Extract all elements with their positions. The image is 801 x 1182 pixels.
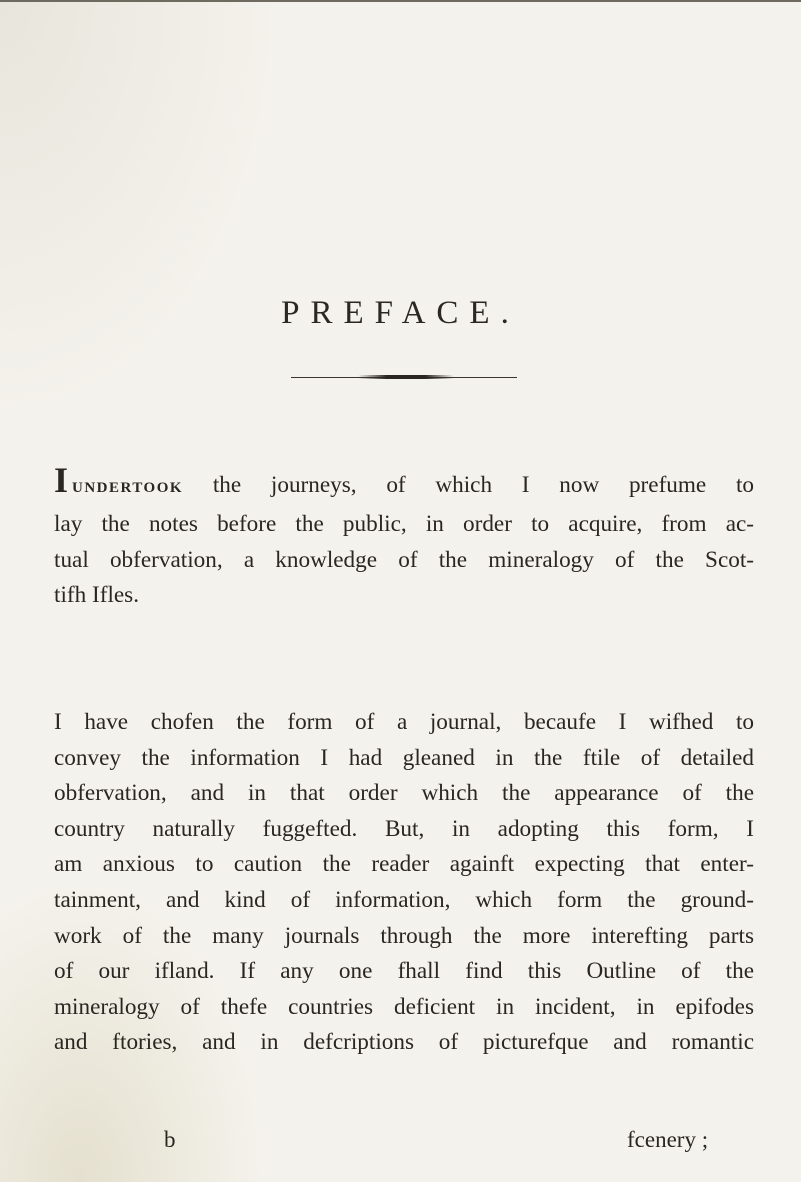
paragraph-2-line-8: of our ifland. If any one fhall find this Outline of the (54, 958, 754, 985)
paragraph-2-line-4: country naturally fuggefted. But, in adopting this form, I (54, 815, 754, 842)
paragraph-2-line-9: mineralogy of thefe countries deficient in incident, in epifodes (54, 993, 754, 1020)
line-text: the journeys, of which I now prefume to (212, 472, 755, 498)
paragraph-2-line-1: I have chofen the form of a journal, becaufe I wifhed to (54, 709, 754, 735)
signature-mark: b (164, 1127, 176, 1152)
paragraph-1-line-3: tual obfervation, a knowledge of the mineralogy of the Scot- (54, 546, 754, 573)
paragraph-1-line-1 (54, 462, 754, 507)
paragraph-2-line-2: convey the information I had gleaned in the ftile of detailed (54, 744, 754, 771)
page-edge (0, 0, 801, 2)
paragraph-2-line-5: am anxious to caution the reader againft expecting that enter- (54, 851, 754, 878)
paragraph-1 (54, 462, 754, 614)
paragraph-2-line-6: tainment, and kind of information, which form the ground- (54, 886, 754, 913)
paragraph-2-line-3: obfervation, and in that order which the appearance of the (54, 780, 754, 807)
paragraph-2 (54, 705, 754, 1061)
ornamental-rule-center (358, 375, 454, 379)
small-caps-word: UNDERTOOK (72, 480, 184, 496)
catchword: fcenery ; (627, 1127, 709, 1152)
preface-heading: PREFACE. (281, 295, 520, 331)
paragraph-1-line-2: lay the notes before the public, in order to acquire, from ac- (54, 510, 754, 537)
paragraph-1-line-4: tifh Ifles. (54, 582, 139, 609)
paragraph-2-line-7: work of the many journals through the more interefting parts (54, 922, 754, 949)
drop-cap: I (54, 460, 69, 500)
paragraph-2-line-10: and ftories, and in defcriptions of picturefque and romantic (54, 1029, 754, 1056)
